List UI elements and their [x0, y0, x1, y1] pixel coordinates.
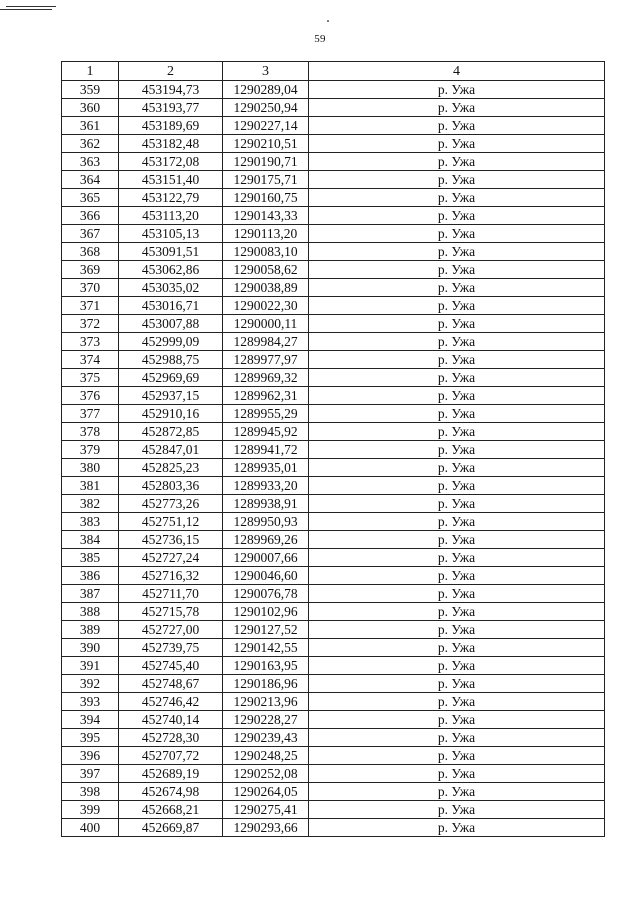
table-row	[62, 351, 605, 369]
cell-y-coordinate: 1290175,71	[223, 171, 309, 189]
cell-x-coordinate: 453172,08	[119, 153, 223, 171]
table-header-row	[62, 62, 605, 81]
cell-description: р. Ужа	[309, 657, 605, 675]
cell-x-coordinate: 452668,21	[119, 801, 223, 819]
cell-description: р. Ужа	[309, 495, 605, 513]
cell-y-coordinate: 1290000,11	[223, 315, 309, 333]
table-row	[62, 261, 605, 279]
cell-y-coordinate: 1289945,92	[223, 423, 309, 441]
cell-point-number: 385	[62, 549, 119, 567]
cell-point-number: 389	[62, 621, 119, 639]
cell-description: р. Ужа	[309, 225, 605, 243]
scan-speck	[327, 20, 329, 22]
cell-description: р. Ужа	[309, 513, 605, 531]
cell-y-coordinate: 1290227,14	[223, 117, 309, 135]
cell-point-number: 365	[62, 189, 119, 207]
cell-y-coordinate: 1290248,25	[223, 747, 309, 765]
cell-y-coordinate: 1290076,78	[223, 585, 309, 603]
table-row	[62, 783, 605, 801]
cell-description: р. Ужа	[309, 441, 605, 459]
header-cell-y: 3	[223, 62, 309, 81]
cell-x-coordinate: 452910,16	[119, 405, 223, 423]
cell-point-number: 394	[62, 711, 119, 729]
cell-y-coordinate: 1290264,05	[223, 783, 309, 801]
cell-description: р. Ужа	[309, 585, 605, 603]
cell-x-coordinate: 452689,19	[119, 765, 223, 783]
cell-description: р. Ужа	[309, 675, 605, 693]
cell-description: р. Ужа	[309, 387, 605, 405]
cell-x-coordinate: 453105,13	[119, 225, 223, 243]
table-row	[62, 693, 605, 711]
cell-point-number: 361	[62, 117, 119, 135]
cell-x-coordinate: 453189,69	[119, 117, 223, 135]
cell-point-number: 391	[62, 657, 119, 675]
table-row	[62, 99, 605, 117]
table-row	[62, 531, 605, 549]
cell-description: р. Ужа	[309, 639, 605, 657]
cell-description: р. Ужа	[309, 189, 605, 207]
cell-y-coordinate: 1290127,52	[223, 621, 309, 639]
table-row	[62, 117, 605, 135]
table-row	[62, 477, 605, 495]
table-row	[62, 369, 605, 387]
cell-y-coordinate: 1290143,33	[223, 207, 309, 225]
cell-y-coordinate: 1290210,51	[223, 135, 309, 153]
table-row	[62, 135, 605, 153]
cell-y-coordinate: 1289950,93	[223, 513, 309, 531]
cell-point-number: 400	[62, 819, 119, 837]
cell-y-coordinate: 1290163,95	[223, 657, 309, 675]
cell-description: р. Ужа	[309, 711, 605, 729]
cell-point-number: 360	[62, 99, 119, 117]
cell-description: р. Ужа	[309, 117, 605, 135]
cell-y-coordinate: 1290007,66	[223, 549, 309, 567]
cell-x-coordinate: 452727,00	[119, 621, 223, 639]
cell-description: р. Ужа	[309, 81, 605, 99]
cell-y-coordinate: 1289969,26	[223, 531, 309, 549]
header-cell-description: 4	[309, 62, 605, 81]
cell-point-number: 373	[62, 333, 119, 351]
cell-x-coordinate: 452999,09	[119, 333, 223, 351]
cell-point-number: 362	[62, 135, 119, 153]
cell-point-number: 359	[62, 81, 119, 99]
cell-point-number: 372	[62, 315, 119, 333]
cell-point-number: 396	[62, 747, 119, 765]
cell-y-coordinate: 1289984,27	[223, 333, 309, 351]
coordinates-table	[61, 61, 605, 837]
cell-point-number: 399	[62, 801, 119, 819]
cell-description: р. Ужа	[309, 99, 605, 117]
table-row	[62, 567, 605, 585]
table-row	[62, 189, 605, 207]
cell-description: р. Ужа	[309, 765, 605, 783]
cell-x-coordinate: 452745,40	[119, 657, 223, 675]
cell-y-coordinate: 1290213,96	[223, 693, 309, 711]
cell-description: р. Ужа	[309, 315, 605, 333]
cell-description: р. Ужа	[309, 423, 605, 441]
table-row	[62, 243, 605, 261]
cell-description: р. Ужа	[309, 171, 605, 189]
cell-point-number: 386	[62, 567, 119, 585]
cell-x-coordinate: 452746,42	[119, 693, 223, 711]
cell-x-coordinate: 452748,67	[119, 675, 223, 693]
cell-description: р. Ужа	[309, 801, 605, 819]
cell-description: р. Ужа	[309, 747, 605, 765]
cell-point-number: 366	[62, 207, 119, 225]
table-row	[62, 801, 605, 819]
cell-x-coordinate: 452751,12	[119, 513, 223, 531]
cell-y-coordinate: 1289935,01	[223, 459, 309, 477]
table-row	[62, 729, 605, 747]
cell-x-coordinate: 452847,01	[119, 441, 223, 459]
cell-point-number: 384	[62, 531, 119, 549]
table-row	[62, 657, 605, 675]
cell-x-coordinate: 453062,86	[119, 261, 223, 279]
table-row	[62, 495, 605, 513]
cell-x-coordinate: 453122,79	[119, 189, 223, 207]
cell-x-coordinate: 452803,36	[119, 477, 223, 495]
cell-x-coordinate: 453151,40	[119, 171, 223, 189]
cell-point-number: 378	[62, 423, 119, 441]
cell-description: р. Ужа	[309, 531, 605, 549]
cell-y-coordinate: 1290113,20	[223, 225, 309, 243]
cell-x-coordinate: 452773,26	[119, 495, 223, 513]
cell-x-coordinate: 453016,71	[119, 297, 223, 315]
table-row	[62, 171, 605, 189]
cell-y-coordinate: 1290142,55	[223, 639, 309, 657]
cell-x-coordinate: 453113,20	[119, 207, 223, 225]
table-row	[62, 153, 605, 171]
table-row	[62, 297, 605, 315]
cell-point-number: 383	[62, 513, 119, 531]
cell-point-number: 379	[62, 441, 119, 459]
cell-y-coordinate: 1290293,66	[223, 819, 309, 837]
cell-y-coordinate: 1290046,60	[223, 567, 309, 585]
cell-y-coordinate: 1289962,31	[223, 387, 309, 405]
cell-point-number: 387	[62, 585, 119, 603]
cell-y-coordinate: 1290022,30	[223, 297, 309, 315]
cell-description: р. Ужа	[309, 153, 605, 171]
cell-x-coordinate: 452728,30	[119, 729, 223, 747]
table-row	[62, 441, 605, 459]
cell-point-number: 377	[62, 405, 119, 423]
cell-point-number: 364	[62, 171, 119, 189]
cell-description: р. Ужа	[309, 459, 605, 477]
table-row	[62, 675, 605, 693]
table-row	[62, 315, 605, 333]
table-row	[62, 423, 605, 441]
cell-x-coordinate: 453193,77	[119, 99, 223, 117]
cell-description: р. Ужа	[309, 369, 605, 387]
cell-y-coordinate: 1290228,27	[223, 711, 309, 729]
cell-description: р. Ужа	[309, 693, 605, 711]
table-row	[62, 405, 605, 423]
table-row	[62, 333, 605, 351]
table-row	[62, 207, 605, 225]
cell-description: р. Ужа	[309, 243, 605, 261]
cell-x-coordinate: 452872,85	[119, 423, 223, 441]
cell-y-coordinate: 1289969,32	[223, 369, 309, 387]
cell-description: р. Ужа	[309, 783, 605, 801]
table-row	[62, 639, 605, 657]
cell-description: р. Ужа	[309, 207, 605, 225]
cell-point-number: 376	[62, 387, 119, 405]
table-row	[62, 819, 605, 837]
cell-x-coordinate: 452711,70	[119, 585, 223, 603]
cell-description: р. Ужа	[309, 351, 605, 369]
cell-y-coordinate: 1290038,89	[223, 279, 309, 297]
cell-x-coordinate: 452740,14	[119, 711, 223, 729]
table-row	[62, 747, 605, 765]
table-row	[62, 765, 605, 783]
cell-y-coordinate: 1290102,96	[223, 603, 309, 621]
cell-x-coordinate: 452825,23	[119, 459, 223, 477]
cell-description: р. Ужа	[309, 603, 605, 621]
table-row	[62, 711, 605, 729]
cell-point-number: 398	[62, 783, 119, 801]
cell-y-coordinate: 1290186,96	[223, 675, 309, 693]
header-cell-x: 2	[119, 62, 223, 81]
cell-description: р. Ужа	[309, 279, 605, 297]
cell-point-number: 381	[62, 477, 119, 495]
cell-x-coordinate: 453194,73	[119, 81, 223, 99]
cell-x-coordinate: 452937,15	[119, 387, 223, 405]
table-row	[62, 279, 605, 297]
cell-description: р. Ужа	[309, 405, 605, 423]
cell-y-coordinate: 1290058,62	[223, 261, 309, 279]
table-row	[62, 459, 605, 477]
cell-x-coordinate: 453182,48	[119, 135, 223, 153]
cell-y-coordinate: 1290250,94	[223, 99, 309, 117]
cell-x-coordinate: 452739,75	[119, 639, 223, 657]
cell-x-coordinate: 452716,32	[119, 567, 223, 585]
cell-y-coordinate: 1289941,72	[223, 441, 309, 459]
cell-x-coordinate: 452674,98	[119, 783, 223, 801]
cell-point-number: 368	[62, 243, 119, 261]
cell-description: р. Ужа	[309, 819, 605, 837]
cell-point-number: 382	[62, 495, 119, 513]
cell-x-coordinate: 452727,24	[119, 549, 223, 567]
cell-point-number: 371	[62, 297, 119, 315]
table-row	[62, 621, 605, 639]
cell-description: р. Ужа	[309, 729, 605, 747]
cell-y-coordinate: 1290252,08	[223, 765, 309, 783]
cell-x-coordinate: 452707,72	[119, 747, 223, 765]
cell-y-coordinate: 1290190,71	[223, 153, 309, 171]
cell-point-number: 392	[62, 675, 119, 693]
cell-description: р. Ужа	[309, 567, 605, 585]
table-row	[62, 549, 605, 567]
cell-x-coordinate: 453035,02	[119, 279, 223, 297]
cell-point-number: 397	[62, 765, 119, 783]
cell-point-number: 375	[62, 369, 119, 387]
table-row	[62, 81, 605, 99]
cell-point-number: 395	[62, 729, 119, 747]
table-row	[62, 225, 605, 243]
cell-point-number: 388	[62, 603, 119, 621]
cell-point-number: 380	[62, 459, 119, 477]
table-row	[62, 603, 605, 621]
cell-x-coordinate: 452988,75	[119, 351, 223, 369]
table-body	[62, 81, 605, 837]
cell-x-coordinate: 452669,87	[119, 819, 223, 837]
cell-point-number: 367	[62, 225, 119, 243]
cell-y-coordinate: 1289955,29	[223, 405, 309, 423]
table-row	[62, 513, 605, 531]
cell-description: р. Ужа	[309, 621, 605, 639]
cell-description: р. Ужа	[309, 261, 605, 279]
cell-description: р. Ужа	[309, 135, 605, 153]
cell-y-coordinate: 1289933,20	[223, 477, 309, 495]
cell-x-coordinate: 453091,51	[119, 243, 223, 261]
cell-x-coordinate: 453007,88	[119, 315, 223, 333]
cell-x-coordinate: 452969,69	[119, 369, 223, 387]
cell-point-number: 390	[62, 639, 119, 657]
cell-point-number: 363	[62, 153, 119, 171]
cell-y-coordinate: 1290239,43	[223, 729, 309, 747]
page-number: 59	[314, 33, 326, 45]
cell-point-number: 374	[62, 351, 119, 369]
header-cell-point-number: 1	[62, 62, 119, 81]
table-row	[62, 585, 605, 603]
cell-y-coordinate: 1290083,10	[223, 243, 309, 261]
cell-y-coordinate: 1290289,04	[223, 81, 309, 99]
cell-description: р. Ужа	[309, 477, 605, 495]
cell-description: р. Ужа	[309, 549, 605, 567]
cell-y-coordinate: 1290160,75	[223, 189, 309, 207]
cell-description: р. Ужа	[309, 297, 605, 315]
cell-x-coordinate: 452715,78	[119, 603, 223, 621]
cell-point-number: 369	[62, 261, 119, 279]
cell-y-coordinate: 1290275,41	[223, 801, 309, 819]
cell-point-number: 393	[62, 693, 119, 711]
table-row	[62, 387, 605, 405]
cell-point-number: 370	[62, 279, 119, 297]
cell-x-coordinate: 452736,15	[119, 531, 223, 549]
cell-y-coordinate: 1289938,91	[223, 495, 309, 513]
cell-description: р. Ужа	[309, 333, 605, 351]
cell-y-coordinate: 1289977,97	[223, 351, 309, 369]
